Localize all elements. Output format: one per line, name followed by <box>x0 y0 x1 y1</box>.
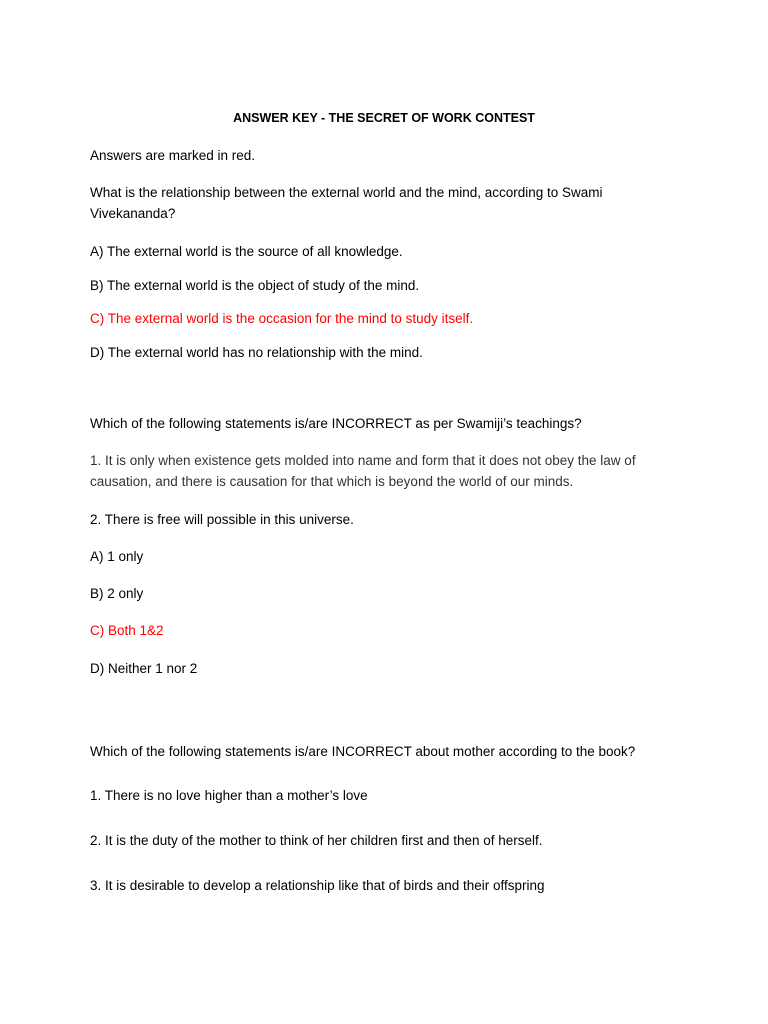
document-title: ANSWER KEY - THE SECRET OF WORK CONTEST <box>233 111 535 125</box>
question-1-option-d: D) The external world has no relationship with the mind. <box>90 345 423 360</box>
question-3-statement-3: 3. It is desirable to develop a relationship like that of birds and their offspring <box>90 878 545 893</box>
question-2-option-d: D) Neither 1 nor 2 <box>90 661 198 676</box>
question-1-option-c-answer: C) The external world is the occasion for the mind to study itself. <box>90 311 474 326</box>
question-3-statement-2: 2. It is the duty of the mother to think of her children first and then of herself. <box>90 833 543 848</box>
question-2-statement-2: 2. There is free will possible in this universe. <box>90 512 354 527</box>
question-3-statement-1: 1. There is no love higher than a mother’s love <box>90 788 368 803</box>
question-1-option-b: B) The external world is the object of study of the mind. <box>90 278 420 293</box>
question-2-statement-1: 1. It is only when existence gets molded into name and form that it does not obey the law of causation, and there is causation for that which is beyond the world of our minds. <box>90 453 636 489</box>
intro-text: Answers are marked in red. <box>90 148 256 163</box>
question-3-text: Which of the following statements is/are INCORRECT about mother according to the book? <box>90 744 636 759</box>
question-2-option-c-answer: C) Both 1&2 <box>90 623 164 638</box>
question-1-option-a: A) The external world is the source of all knowledge. <box>90 244 403 259</box>
question-2-option-b: B) 2 only <box>90 586 144 601</box>
question-1-text: What is the relationship between the external world and the mind, according to Swami Vivekananda? <box>90 185 603 221</box>
question-2-text: Which of the following statements is/are INCORRECT as per Swamiji’s teachings? <box>90 416 582 431</box>
question-2-option-a: A) 1 only <box>90 549 144 564</box>
